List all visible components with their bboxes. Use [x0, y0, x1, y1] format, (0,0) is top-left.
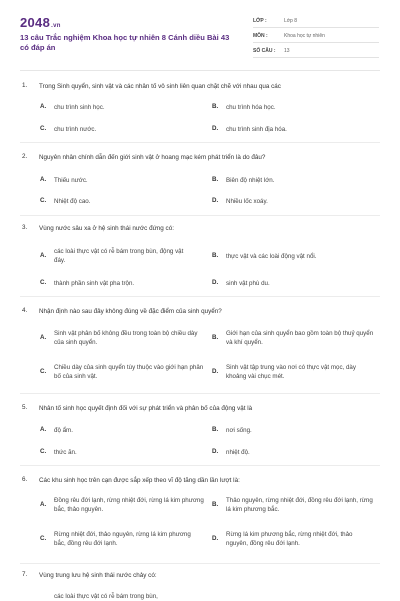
option-key: B.	[212, 103, 219, 110]
option-text: độ ẩm.	[54, 427, 73, 434]
option-key: A.	[40, 426, 47, 433]
logo-suffix: .vn	[51, 23, 61, 29]
option-text: chu trình sinh học.	[54, 104, 105, 111]
question-number: 7.	[22, 571, 28, 578]
option-text: các loài thực vật có rễ bám trong bùn, động vật đáy.	[54, 248, 184, 264]
option-text: chu trình hóa học.	[226, 104, 276, 111]
option-text: Nhiều lốc xoáy.	[226, 198, 268, 205]
option-text: nhiệt độ.	[226, 449, 250, 456]
meta-row-class	[253, 14, 379, 28]
option-key: A.	[40, 103, 47, 110]
option-text: Đồng rêu đới lạnh, rừng nhiệt đới, rừng lá kim phương bắc, thảo nguyên.	[54, 497, 204, 513]
question-divider	[20, 296, 380, 297]
meta-panel	[253, 14, 379, 59]
option-key: C.	[40, 534, 47, 542]
site-logo[interactable]	[20, 15, 61, 30]
question-number: 3.	[22, 224, 28, 231]
option-text: Chiều dày của sinh quyển tùy thuộc vào giới hạn phân bố của sinh vật.	[54, 364, 204, 380]
option-text: nơi sống.	[226, 427, 252, 434]
question-number: 1.	[22, 82, 28, 89]
question-text: Vùng trung lưu hệ sinh thái nước chảy có:	[39, 572, 157, 579]
option-text: Sinh vật tập trung vào nơi có thực vật mọc, dày khoảng vài chục mét.	[226, 364, 356, 380]
option-text: Sinh vật phân bố không đều trong toàn bộ chiều dày của sinh quyển.	[54, 330, 198, 346]
document-title: 13 câu Trắc nghiệm Khoa học tự nhiên 8 Cánh diều Bài 43 có đáp án	[20, 33, 230, 52]
option-text: Rừng nhiệt đới, thảo nguyên, rừng lá kim phương bắc, đồng rêu đới lạnh.	[54, 531, 191, 547]
option-key: A.	[40, 251, 47, 259]
option-text: thực vật và các loài động vật nổi.	[226, 253, 317, 260]
option-text: thành phần sinh vật pha trộn.	[54, 280, 135, 287]
meta-key: LỚP :	[253, 18, 267, 24]
option-text: Thảo nguyên, rừng nhiệt đới, đồng rêu đới lạnh, rừng lá kim phương bắc.	[226, 497, 373, 513]
option-key: D.	[212, 279, 219, 286]
option-key: D.	[212, 367, 219, 375]
question-text: Nhận định nào sau đây không đúng về đặc điểm của sinh quyển?	[39, 308, 222, 315]
option-key: B.	[212, 426, 219, 433]
page-header	[0, 0, 400, 70]
option-key: D.	[212, 448, 219, 455]
meta-value: Khoa học tự nhiên	[284, 33, 325, 39]
option-key: D.	[212, 125, 219, 132]
option-key: C.	[40, 448, 47, 455]
option-text: chu trình nước.	[54, 126, 97, 133]
question-divider	[20, 142, 380, 143]
question-divider	[20, 393, 380, 394]
option-key: C.	[40, 125, 47, 132]
question-number: 4.	[22, 307, 28, 314]
question-number: 6.	[22, 476, 28, 483]
option-key: B.	[212, 176, 219, 183]
meta-value: Lớp 8	[284, 18, 298, 24]
option-key: D.	[212, 197, 219, 204]
meta-row-count	[253, 44, 379, 58]
logo-main: 2048	[20, 15, 51, 30]
meta-value: 13	[284, 48, 290, 54]
question-text: Nhân tố sinh học quyết định đối với sự phát triển và phân bố của động vật là	[39, 405, 253, 412]
question-number: 5.	[22, 404, 28, 411]
question-number: 2.	[22, 153, 28, 160]
option-key: B.	[212, 252, 219, 259]
option-text: Giới hạn của sinh quyển bao gồm toàn bộ thuỷ quyển và khí quyển.	[226, 330, 374, 346]
option-text: thức ăn.	[54, 449, 77, 456]
meta-key: MÔN :	[253, 33, 268, 39]
option-key: A.	[40, 176, 47, 183]
option-key: C.	[40, 367, 47, 375]
question-text: Vùng nước sâu xa ở hệ sinh thái nước đứng có:	[39, 225, 174, 232]
option-text: Thiếu nước.	[54, 177, 88, 184]
option-text: Biên độ nhiệt lớn.	[226, 177, 275, 184]
option-key: A.	[40, 500, 47, 508]
option-key: A.	[40, 333, 47, 341]
option-key: B.	[212, 500, 219, 508]
option-text: Nhiệt độ cao.	[54, 198, 91, 205]
option-text: sinh vật phù du.	[226, 280, 270, 287]
question-text: Các khu sinh học trên cạn được sắp xếp theo vĩ độ tăng dần lần lượt là:	[39, 477, 240, 484]
question-divider	[20, 465, 380, 466]
meta-row-subject	[253, 29, 379, 43]
question-divider	[20, 563, 380, 564]
option-key: C.	[40, 197, 47, 204]
option-key: B.	[212, 333, 219, 341]
option-text: chu trình sinh địa hóa.	[226, 126, 287, 133]
option-key: D.	[212, 534, 219, 542]
option-text: các loài thực vật có rễ bám trong bùn,	[54, 593, 158, 600]
question-text: Nguyên nhân chính dẫn đến giới sinh vật ở hoang mạc kém phát triển là do đâu?	[39, 154, 266, 161]
meta-key: SỐ CÂU :	[253, 48, 276, 54]
question-text: Trong Sinh quyển, sinh vật và các nhân tố vô sinh liên quan chặt chẽ với nhau qua các	[39, 83, 281, 90]
question-divider	[20, 215, 380, 216]
option-key: C.	[40, 279, 47, 286]
header-divider	[20, 70, 380, 71]
option-text: Rừng lá kim phương bắc, rừng nhiệt đới, thảo nguyên, đồng rêu đới lạnh.	[226, 531, 353, 547]
